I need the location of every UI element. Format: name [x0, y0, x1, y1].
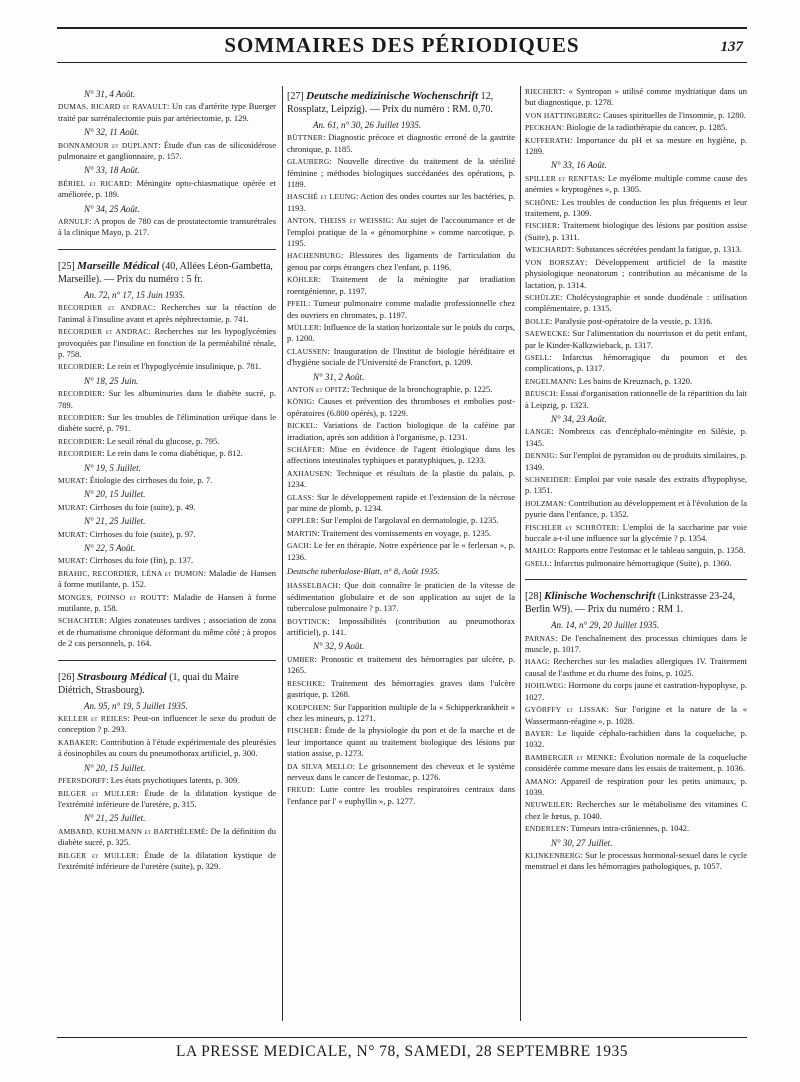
article-authors: BRAHIC, RECORDIER, LÉNA et DUMON: [58, 568, 204, 578]
article-authors: MONGES, POINSO et ROUTT: [58, 592, 167, 602]
article-authors: DUMAS, RICARD et RAVAULT: [58, 102, 167, 112]
article-title: : Tumeurs intra-crâniennes, p. 1042.: [566, 823, 690, 834]
article-entry: [58, 568, 276, 591]
article-entry: [58, 592, 276, 615]
source-heading: Deutsche tuberkulose-Blatt, n° 8, Août 1935.: [287, 566, 440, 577]
article-title: : Étude de la dilatation kystique de l'extrémité inférieure de l'uretère (suite), p. 329.: [58, 849, 276, 871]
article-authors: RECORDIER et ANDRAC: [58, 303, 153, 313]
article-title: : Étude de la physiologie du port et de la marche et de leur importance quant au traitement biologique des lésions par station assise, p. 1273.: [287, 725, 515, 759]
article-authors: SAEWECKE: [525, 329, 568, 339]
article-title: : Les troubles de conduction les plus fréquents et leur traitement, p. 1309.: [525, 196, 747, 219]
article-title: : Un cas d'artérite type Buerger traité par surrénalectomie puis par artériectomie, p. 129.: [58, 101, 276, 123]
article-title: : Peut-on influencer le sexe du produit de conception ? p. 293.: [58, 713, 276, 735]
article-title: : Recherches sur le métabolisme des vitamines C chez le fœtus, p. 1040.: [525, 799, 747, 821]
article-title: : Sur l'emploi de l'argolaval en dermatologie, p. 1235.: [316, 515, 499, 526]
article-authors: MURAT: [58, 529, 86, 539]
article-authors: SCHÜLZE: [525, 292, 561, 302]
article-title: : Sur l'apparition multiple de la « Schipperkrankheit » chez les mineurs, p. 1271.: [287, 701, 515, 723]
article-authors: SCHÄFER: [287, 444, 323, 454]
article-authors: DA SILVA MELLO: [287, 761, 353, 771]
article-authors: PFERSDORFF: [58, 776, 107, 786]
article-title: : Emploi par voie nasale des extraits d'hypophyse, p. 1351.: [525, 474, 747, 496]
article-authors: PFEIL: [287, 299, 309, 309]
section-separator: [58, 660, 276, 661]
article-entry: [287, 654, 515, 677]
article-title: : Traitement biologique des lésions par position assise (Suite), p. 1311.: [525, 220, 747, 242]
article-title: : Traitement des vomissements en voyage, p. 1235.: [317, 527, 492, 538]
footer-rule: [57, 1037, 747, 1038]
article-authors: SCHACHTER: [58, 616, 105, 626]
article-entry: [287, 492, 515, 515]
issue-heading: N° 32, 11 Août.: [84, 127, 140, 138]
article-title: : Nombreux cas d'encéphalo-méningite en Silésie, p. 1345.: [525, 426, 747, 448]
article-authors: BOYTINCK: [287, 616, 328, 626]
article-authors: BILGER et MULLER: [58, 788, 137, 798]
article-entry: [58, 775, 276, 786]
article-entry: [525, 752, 747, 775]
article-entry: [287, 215, 515, 249]
journal-name: Marseille Médical: [77, 259, 160, 272]
issue-heading: An. 61, n° 30, 26 Juillet 1935.: [313, 120, 422, 130]
article-title: : Substances sécrétées pendant la fatigue, p. 1313.: [571, 244, 742, 255]
article-authors: BONNAMOUR et DUPLANT: [58, 140, 159, 150]
article-entry: [287, 322, 515, 345]
article-entry: [525, 316, 747, 327]
article-authors: FISCHER: [287, 726, 320, 736]
article-authors: GLASS: [287, 492, 312, 502]
article-title: : De l'enchaînement des processus chimiques dans le muscle, p. 1017.: [525, 632, 747, 655]
article-entry: [58, 737, 276, 760]
article-authors: HASSELBACH: [287, 581, 339, 591]
article-entry: [287, 528, 515, 539]
article-entry: [525, 122, 747, 133]
article-entry: [287, 274, 515, 297]
article-entry: [287, 678, 515, 701]
article-authors: ARNULF: [58, 217, 90, 227]
article-entry: [287, 468, 515, 491]
journal-name: Klinische Wochenschrift: [544, 590, 656, 603]
journal-heading: [58, 260, 276, 286]
article-authors: KOEPCHEN: [287, 702, 329, 712]
journal-heading: [58, 671, 276, 697]
article-entry: [287, 420, 515, 443]
article-title: : Lutte contre les troubles respiratoires centraux dans l'enfance par l' « euphyllin », p. 1277.: [287, 784, 515, 806]
article-authors: FREUD: [287, 785, 313, 795]
article-authors: BAYER: [525, 728, 551, 738]
article-entry: [58, 216, 276, 239]
article-entry: [58, 101, 276, 124]
article-title: : Cirrhoses du foie (fin), p. 137.: [85, 555, 194, 566]
article-authors: BAMBERGER et MENKE: [525, 752, 615, 762]
article-entry: [287, 132, 515, 155]
issue-heading: An. 72, n° 17, 15 Juin 1935.: [84, 289, 186, 300]
article-entry: [58, 412, 276, 435]
article-title: : Le rein dans le coma diabétique, p. 812.: [102, 448, 243, 459]
issue-heading: N° 32, 9 Août.: [313, 641, 365, 652]
page-number: 137: [720, 39, 743, 55]
article-authors: KÖHLER: [287, 275, 319, 285]
article-title: : Importance du pH et sa mesure en hygiène, p. 1289.: [525, 134, 747, 157]
article-title: : Appareil de respiration pour les petits animaux, p. 1039.: [525, 775, 747, 797]
article-title: : Infarctus hémorragique du poumon et des complications, p. 1317.: [525, 351, 747, 374]
article-entry: [525, 850, 747, 873]
article-authors: NEUWEILER: [525, 800, 571, 810]
article-authors: RECORDIER: [58, 449, 103, 459]
article-entry: [525, 799, 747, 822]
article-entry: [525, 135, 747, 158]
issue-heading: N° 22, 5 Août.: [84, 543, 136, 553]
column-middle: [287, 86, 515, 1031]
article-entry: [287, 580, 515, 614]
article-entry: [525, 257, 747, 291]
issue-heading: N° 33, 18 Août.: [84, 165, 140, 176]
article-entry: [525, 426, 747, 449]
issue-heading: An. 14, n° 29, 20 Juillet 1935.: [551, 620, 660, 631]
article-entry: [287, 396, 515, 419]
article-entry: [525, 823, 747, 834]
journal-heading: [525, 590, 747, 616]
journal-name: Deutsche medizinische Wochenschrift: [306, 90, 479, 102]
journal-number: [27]: [287, 91, 304, 102]
article-title: : Le fer en thérapie. Notre expérience par le « ferlersan », p. 1236.: [287, 540, 515, 562]
article-entry: [525, 110, 747, 121]
article-entry: [58, 555, 276, 566]
article-authors: KABAKER: [58, 737, 96, 747]
article-authors: KLINKENBERG: [525, 850, 581, 860]
page-title: SOMMAIRES DES PÉRIODIQUES: [224, 33, 580, 57]
article-authors: ENDERLEN: [525, 824, 567, 834]
article-entry: [287, 540, 515, 563]
article-title: : Variations de l'action biologique de la caféine par irradiation, après son addition à l'organisme, p. 1231.: [287, 420, 515, 442]
article-authors: RECORDIER et ANDRAC: [58, 327, 149, 337]
article-title: : Les bains de Kreuznach, p. 1320.: [574, 375, 693, 386]
header-rule-top: [57, 27, 747, 29]
article-entry: [58, 826, 276, 849]
issue-heading: N° 30, 27 Juillet.: [551, 837, 613, 848]
article-entry: [58, 529, 276, 540]
article-entry: [525, 388, 747, 411]
article-authors: MURAT: [58, 502, 86, 512]
article-entry: [525, 704, 747, 727]
footer-text: LA PRESSE MEDICALE, N° 78, SAMEDI, 28 SEPTEMBRE 1935: [175, 1043, 629, 1060]
article-authors: LANGE: [525, 427, 552, 437]
article-title: : Pronostic et traitement des hémorragies par ulcère, p. 1265.: [287, 653, 515, 676]
article-authors: GLAUBERG: [287, 157, 330, 167]
article-entry: [287, 191, 515, 214]
article-title: : Développement artificiel de la mastite physiologique neonatorum ; contribution au mécanisme de la lactation, p. 1314.: [525, 256, 747, 290]
article-entry: [287, 702, 515, 725]
article-entry: [525, 474, 747, 497]
article-entry: [525, 220, 747, 243]
article-title: : De la définition du diabète sucré, p. 325.: [58, 825, 276, 848]
article-title: : Cholécystographie et sonde duodénale : utilisation complémentaire, p. 1315.: [525, 291, 747, 314]
issue-heading: N° 34, 23 Août.: [551, 413, 607, 424]
article-entry: [525, 680, 747, 703]
article-entry: [58, 788, 276, 811]
article-title: : Action des ondes courtes sur les bactéries, p. 1193.: [287, 191, 515, 213]
article-entry: [58, 140, 276, 163]
article-title: : Au sujet de l'accoutumance et de l'emploi pratique de la « génomorphine » comme narcotique, p. 1195.: [287, 215, 515, 249]
article-entry: [58, 302, 276, 325]
article-authors: OPPLER: [287, 516, 317, 526]
article-title: : Le grisonnement des cheveux et le système nerveux dans le cancer de l'estomac, p. 1276.: [287, 760, 515, 782]
article-entry: [525, 498, 747, 521]
issue-heading: N° 31, 2 Août.: [313, 371, 365, 382]
article-entry: [525, 328, 747, 351]
article-entry: [58, 502, 276, 513]
article-entry: [58, 615, 276, 649]
article-title: : Étiologie des cirrhoses du foie, p. 7.: [85, 474, 213, 485]
journal-details: (1, quai du Maire Diétrich, Strasbourg).: [58, 671, 239, 696]
issue-heading: N° 19, 5 Juillet.: [84, 462, 141, 473]
article-entry: [525, 86, 747, 109]
article-entry: [58, 713, 276, 736]
article-entry: [58, 850, 276, 873]
article-authors: AMANO: [525, 776, 555, 786]
article-authors: DENNIG: [525, 451, 555, 461]
article-entry: [525, 376, 747, 387]
article-title: : Sur le processus hormonal-sexuel dans le cycle menstruel et dans les hémorragies pathologiques, p. 1057.: [525, 849, 747, 872]
journal-number: [26]: [58, 671, 75, 683]
article-title: : Contribution à l'étude expérimentale des pleurésies à éosinophiles au cours du pneumothorax artificiel, p. 300.: [58, 736, 276, 759]
article-title: : Paralysie post-opératoire de la vessie, p. 1316.: [550, 315, 713, 326]
article-authors: RESCHKE: [287, 678, 323, 688]
article-entry: [58, 436, 276, 447]
article-title: : Sur le développement rapide et l'extension de la nécrose par mine de plomb, p. 1234.: [287, 491, 515, 513]
header-rule-bottom: [57, 62, 747, 63]
article-title: : Recherches sur les maladies allergiques IV. Traitement causal de l'asthme et du rhume des foins, p. 1025.: [525, 656, 747, 678]
article-entry: [525, 558, 747, 569]
article-authors: WEICHARDT: [525, 245, 572, 255]
article-title: : Impossibilités (contribution au pneumothorax artificiel), p. 141.: [287, 615, 515, 638]
article-entry: [287, 444, 515, 467]
article-title: : Recherches sur les hypoglycémies provoquées par l'insuline en fonction de la perméabilité rénale, p. 758.: [58, 326, 276, 359]
article-authors: RECORDIER: [58, 362, 103, 372]
article-title: : Essai d'organisation rationnelle de la répartition du lait à Leipzig, p. 1323.: [525, 388, 747, 410]
article-title: : Le liquide céphalo-rachidien dans la coqueluche, p. 1032.: [525, 727, 747, 750]
article-entry: [287, 616, 515, 639]
article-entry: [58, 361, 276, 372]
article-title: : Méningite opto-chiasmatique opérée et améliorée, p. 189.: [58, 177, 276, 200]
article-title: : Tumeur pulmonaire comme maladie professionnelle chez des ouvriers en chromates, p. 1197.: [287, 298, 515, 320]
article-title: : Infarctus pulmonaire hémorragique (Suite), p. 1360.: [549, 557, 732, 568]
issue-heading: N° 21, 25 Juillet.: [84, 516, 146, 527]
article-authors: KELLER et REILES: [58, 714, 128, 724]
article-authors: MURAT: [58, 475, 86, 485]
article-entry: [525, 292, 747, 315]
article-authors: AXHAUSEN: [287, 468, 330, 478]
article-title: : Maladie de Hansen à forme mutilante, p. 158.: [58, 591, 276, 614]
article-authors: UMBER: [287, 654, 315, 664]
issue-heading: An. 95, n° 19, 5 Juillet 1935.: [84, 700, 188, 711]
article-entry: [287, 346, 515, 369]
journal-number: [25]: [58, 260, 75, 272]
article-title: : Diagnostic précoce et diagnostic erroné de la gastrite chronique, p. 1185.: [287, 132, 515, 154]
article-authors: GSELL: [525, 352, 550, 362]
article-authors: MAHLO: [525, 546, 554, 556]
article-title: : Cirrhoses du foie (suite), p. 49.: [85, 501, 196, 512]
article-authors: GACH: [287, 541, 310, 551]
column-divider-left: [282, 86, 283, 1021]
article-title: : Étude d'un cas de silicosidérose pulmonaire et ganglionnaire, p. 157.: [58, 139, 276, 162]
article-title: : Contribution au développement et à l'évolution de la pyurie dans l'enfance, p. 1352.: [525, 497, 747, 520]
issue-heading: N° 33, 16 Août.: [551, 160, 607, 171]
article-entry: [525, 633, 747, 656]
article-authors: HAAG: [525, 657, 548, 667]
article-title: : L'emploi de la saccharine par voie buccale a-t-il une influence sur la glycémie ? p. 1354.: [525, 521, 747, 544]
article-title: : Algies zonateuses tardives ; association de zona et de rhumatisme chronique déformant du même côté ; à propos de 2 cas personnels, p. 164.: [58, 615, 276, 649]
article-authors: RECORDIER: [58, 412, 103, 422]
article-entry: [525, 728, 747, 751]
article-authors: MÜLLER: [287, 322, 320, 332]
article-authors: RECORDIER: [58, 436, 103, 446]
article-title: : Causes spirituelles de l'insomnie, p. 1280.: [598, 109, 746, 120]
article-entry: [287, 515, 515, 526]
article-authors: GYÖRFFY et LISSAK: [525, 705, 607, 715]
article-title: : Influence de la station horizontale sur le poids du corps, p. 1200.: [287, 321, 515, 344]
article-authors: ENGELMANN: [525, 376, 575, 386]
article-authors: VON HATTINGBERG: [525, 110, 599, 120]
issue-heading: N° 31, 4 Août.: [84, 89, 136, 99]
issue-heading: N° 18, 25 Juin.: [84, 375, 139, 386]
issue-heading: N° 20, 15 Juillet.: [84, 762, 146, 773]
article-title: : Blessures des ligaments de l'articulation du genou par corps étrangers chez l'enfant, p. 1196.: [287, 250, 515, 272]
issue-heading: N° 21, 25 Juillet.: [84, 813, 146, 824]
article-entry: [525, 450, 747, 473]
article-entry: [287, 156, 515, 190]
article-entry: [58, 388, 276, 411]
article-entry: [287, 384, 515, 395]
article-entry: [58, 326, 276, 360]
article-authors: HASCHÉ et LEUNG: [287, 192, 356, 202]
article-title: : Nouvelle directive du traitement de la stérilité féminine ; méthodes biologiques succédanées des opérations, p. 1189.: [287, 156, 515, 190]
article-entry: [58, 475, 276, 486]
article-title: : Les états psychotiques latents, p. 309.: [106, 775, 240, 786]
article-authors: HACHENBURG: [287, 251, 342, 261]
article-title: : Sur les albuminuries dans le diabète sucré, p. 789.: [58, 388, 276, 410]
journal-heading: [287, 90, 515, 116]
article-authors: KUFFERATH: [525, 135, 571, 145]
article-title: : Maladie de Hansen à forme mutilante, p. 152.: [58, 567, 276, 590]
article-authors: HOHLWEG: [525, 681, 564, 691]
journal-number: [28]: [525, 591, 542, 603]
section-separator: [58, 249, 276, 250]
article-authors: BEUSCH: [525, 389, 556, 399]
column-divider-right: [520, 86, 521, 1021]
article-authors: SCHÖNE: [525, 197, 557, 207]
article-title: : Le seuil rénal du glucose, p. 795.: [102, 435, 220, 446]
article-title: : Biologie de la radiothérapie du cancer, p. 1285.: [561, 122, 728, 133]
article-title: : Technique de la bronchographie, p. 1225.: [347, 383, 493, 394]
article-title: : Sur les troubles de l'élimination uréique dans le diabète sucré, p. 791.: [58, 411, 276, 434]
article-authors: RECORDIER: [58, 389, 103, 399]
article-authors: HOLZMAN: [525, 498, 564, 508]
article-entry: [525, 244, 747, 255]
article-title: : Rapports entre l'estomac et le tableau sanguin, p. 1358.: [553, 545, 746, 556]
article-authors: BICKEL: [287, 421, 316, 431]
article-entry: [525, 656, 747, 679]
article-entry: [287, 250, 515, 273]
article-authors: BÜTTNER: [287, 133, 323, 143]
issue-heading: N° 34, 25 Août.: [84, 203, 140, 214]
article-title: : Le rein et l'hypoglycémie insulinique, p. 781.: [102, 361, 262, 372]
article-authors: PARNAS: [525, 633, 556, 643]
article-authors: AMBARD, KUHLMANN et BARTHÉLEMÉ: [58, 826, 206, 836]
article-title: : Inauguration de l'Institut de biologie héréditaire et d'hygiène sociale de l'Université de Francfort, p. 1209.: [287, 345, 515, 368]
article-entry: [525, 197, 747, 220]
article-entry: [287, 761, 515, 784]
journal-name: Strasbourg Médical: [77, 670, 167, 683]
article-title: : Évolution normale de la coqueluche considérée comme mesure dans les essais de traitement, p. 1036.: [525, 751, 747, 774]
article-authors: MURAT: [58, 556, 86, 566]
article-authors: SPILLER et RENFTAS: [525, 173, 603, 183]
article-title: : Hormone du corps jaune et castration-hypophyse, p. 1027.: [525, 680, 747, 702]
article-authors: VON BORSZAY: [525, 257, 586, 267]
article-title: : Recherches sur la réaction de l'animal à l'insuline avant et après néphrectomie, p. 741.: [58, 302, 276, 324]
journal-details: (Linkstrasse 23-24, Berlin W9). — Prix du numéro : RM 1.: [525, 591, 736, 616]
article-entry: [287, 298, 515, 321]
article-authors: ANTON et OPITZ: [287, 384, 348, 394]
article-title: : Mise en évidence de l'agent étiologique dans les affections intestinales typhiques et paratyphiques, p. 1233.: [287, 443, 515, 466]
article-title: : Traitement des hémorragies graves dans l'ulcère gastrique, p. 1268.: [287, 677, 515, 700]
journal-details: 12, Rossplatz, Leipzig). — Prix du numéro : RM. 0,70.: [287, 91, 494, 115]
section-separator: [525, 579, 747, 580]
article-entry: [525, 776, 747, 799]
article-authors: MARTIN: [287, 528, 318, 538]
column-right: [525, 86, 747, 1031]
article-authors: BILGER et MULLER: [58, 850, 137, 860]
article-authors: CLAUSSEN: [287, 346, 328, 356]
article-authors: BOLLE: [525, 316, 551, 326]
article-title: : Cirrhoses du foie (suite), p. 97.: [85, 528, 196, 539]
article-title: : Causes et prévention des thromboses et embolies post-opératoires (6.800 opérés), p. 1229.: [287, 396, 515, 418]
page-header: [57, 24, 747, 74]
page-footer: [57, 1037, 747, 1067]
article-entry: [287, 725, 515, 759]
article-entry: [525, 522, 747, 545]
article-title: : Sur l'emploi de pyramidon ou de produits similaires, p. 1349.: [525, 450, 747, 472]
article-authors: SCHNEIDER: [525, 475, 569, 484]
article-authors: BÉRIEL et RICARD: [58, 178, 130, 188]
article-title: : Sur l'origine et la nature de la « Wassermann-réagine », p. 1028.: [525, 704, 747, 726]
article-title: : A propos de 780 cas de prostatectomie transurétrales à la clinique Mayo, p. 217.: [58, 216, 276, 238]
article-entry: [287, 784, 515, 807]
article-authors: GSELL: [525, 558, 550, 568]
article-entry: [525, 173, 747, 196]
article-title: : Sur l'alimentation du nourrisson et du petit enfant, par le Kinder-Kalkzwieback, p. 1317.: [525, 328, 747, 350]
issue-heading: N° 20, 15 Juillet.: [84, 489, 146, 500]
article-title: : Que doit connaître le praticien de la vitesse de sédimentation globulaire et de son application au sujet de la tuberculose pulmonaire ? p. 137.: [287, 580, 515, 614]
column-left: [58, 86, 276, 1031]
article-authors: FISCHLER et SCHRÖTER: [525, 522, 617, 532]
article-entry: [525, 352, 747, 375]
article-authors: FISCHER: [525, 221, 558, 231]
article-authors: KÖNIG: [287, 397, 313, 407]
article-authors: PECKHAN: [525, 123, 562, 133]
article-entry: [58, 448, 276, 459]
article-authors: ANTON, THEISS et WEISSIG: [287, 216, 392, 226]
article-entry: [525, 545, 747, 556]
article-title: : Le myélome multiple comme cause des anémies « kryptogènes », p. 1305.: [525, 172, 747, 195]
article-title: : Traitement de la méningite par irradiation roentgénienne, p. 1197.: [287, 274, 515, 296]
article-title: : Étude de la dilatation kystique de l'extrémité inférieure de l'uretère, p. 315.: [58, 787, 276, 809]
article-entry: [58, 178, 276, 201]
article-title: : Technique et résultats de la plastie du palais, p. 1234.: [287, 467, 515, 490]
article-title: : « Syntropan » utilisé comme mydriatique dans un but diagnostique, p. 1278.: [525, 86, 747, 108]
article-authors: RIECHERT: [525, 87, 563, 96]
journal-details: (40, Allées Léon-Gambetta, Marseille). — Prix du numéro : 5 fr.: [58, 260, 273, 285]
